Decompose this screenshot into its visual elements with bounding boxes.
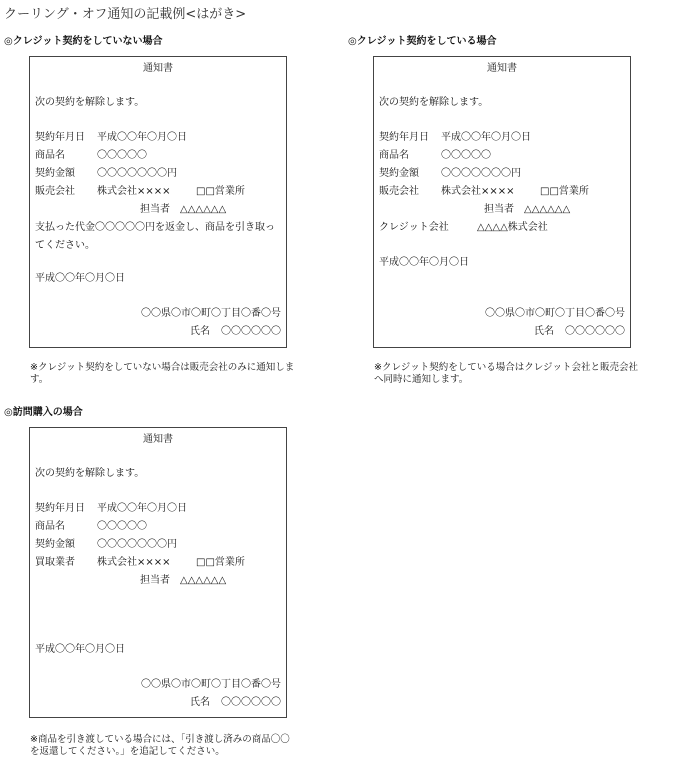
seller-company: 株式会社×××× [97, 186, 171, 197]
page-title: クーリング・オフ通知の記載例<はがき> [4, 7, 247, 22]
notice-intro: 次の契約を解除します。 [35, 468, 145, 479]
notice-date: 平成〇〇年〇月〇日 [379, 257, 469, 268]
amount-value: 〇〇〇〇〇〇〇円 [97, 539, 177, 550]
amount-label: 契約金額 [35, 539, 75, 550]
buyer-office: □□営業所 [196, 557, 245, 568]
seller-label: 販売会社 [35, 186, 75, 197]
section-heading-no-credit: ◎クレジット契約をしていない場合 [4, 36, 163, 47]
rep-value: △△△△△△ [524, 204, 571, 215]
contract-date-value: 平成〇〇年〇月〇日 [97, 503, 187, 514]
sender-address: 〇〇県〇市〇町〇丁目〇番〇号 [141, 679, 281, 690]
sender-address: 〇〇県〇市〇町〇丁目〇番〇号 [485, 308, 625, 319]
product-value: 〇〇〇〇〇 [441, 150, 491, 161]
rep-label: 担当者 [140, 204, 170, 215]
sender-address: 〇〇県〇市〇町〇丁目〇番〇号 [141, 308, 281, 319]
buyer-label: 買取業者 [35, 557, 75, 568]
notice-date: 平成〇〇年〇月〇日 [35, 644, 125, 655]
product-label: 商品名 [379, 150, 409, 161]
rep-value: △△△△△△ [180, 204, 227, 215]
amount-label: 契約金額 [379, 168, 419, 179]
notice-box-credit [373, 56, 631, 348]
name-value: 〇〇〇〇〇〇 [221, 326, 281, 337]
notice-intro: 次の契約を解除します。 [379, 97, 489, 108]
product-value: 〇〇〇〇〇 [97, 150, 147, 161]
amount-label: 契約金額 [35, 168, 75, 179]
contract-date-label: 契約年月日 [35, 503, 85, 514]
product-value: 〇〇〇〇〇 [97, 521, 147, 532]
name-value: 〇〇〇〇〇〇 [221, 697, 281, 708]
note-visit-purchase: ※商品を引き渡している場合には、「引き渡し済みの商品〇〇を返還してください。」を追記してください。 [30, 734, 290, 757]
seller-label: 販売会社 [379, 186, 419, 197]
product-label: 商品名 [35, 150, 65, 161]
name-label: 氏名 [190, 326, 210, 337]
notice-title: 通知書 [143, 63, 173, 74]
name-label: 氏名 [534, 326, 554, 337]
rep-label: 担当者 [484, 204, 514, 215]
credit-company-label: クレジット会社 [379, 222, 449, 233]
notice-intro: 次の契約を解除します。 [35, 97, 145, 108]
notice-title: 通知書 [143, 434, 173, 445]
buyer-company: 株式会社×××× [97, 557, 171, 568]
contract-date-value: 平成〇〇年〇月〇日 [441, 132, 531, 143]
note-credit: ※クレジット契約をしている場合はクレジット会社と販売会社へ同時に通知します。 [374, 362, 638, 385]
contract-date-label: 契約年月日 [379, 132, 429, 143]
notice-box-no-credit [29, 56, 287, 348]
note-no-credit: ※クレジット契約をしていない場合は販売会社のみに通知します。 [30, 362, 295, 385]
contract-date-label: 契約年月日 [35, 132, 85, 143]
amount-value: 〇〇〇〇〇〇〇円 [97, 168, 177, 179]
section-heading-credit: ◎クレジット契約をしている場合 [348, 36, 497, 47]
notice-date: 平成〇〇年〇月〇日 [35, 273, 125, 284]
contract-date-value: 平成〇〇年〇月〇日 [97, 132, 187, 143]
seller-company: 株式会社×××× [441, 186, 515, 197]
product-label: 商品名 [35, 521, 65, 532]
section-heading-visit-purchase: ◎訪問購入の場合 [4, 407, 83, 418]
rep-label: 担当者 [140, 575, 170, 586]
rep-value: △△△△△△ [180, 575, 227, 586]
name-label: 氏名 [190, 697, 210, 708]
notice-body: 支払った代金〇〇〇〇〇円を返金し、商品を引き取ってください。 [35, 222, 275, 251]
notice-box-visit-purchase [29, 427, 287, 718]
name-value: 〇〇〇〇〇〇 [565, 326, 625, 337]
credit-company-value: △△△△株式会社 [477, 222, 548, 233]
seller-office: □□営業所 [540, 186, 589, 197]
amount-value: 〇〇〇〇〇〇〇円 [441, 168, 521, 179]
seller-office: □□営業所 [196, 186, 245, 197]
notice-title: 通知書 [487, 63, 517, 74]
